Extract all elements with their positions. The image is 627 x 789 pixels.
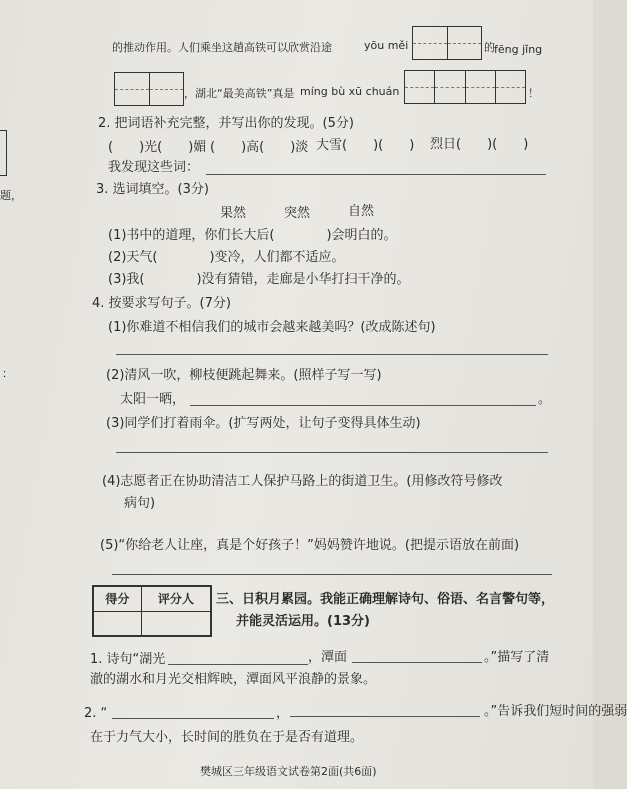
q4-sentence: (3)同学们打着雨伞。(扩写两处，让句子变得具体生动): [106, 416, 421, 431]
passage-text: 的推动作用。人们乘坐这趟高铁可以欣赏沿途: [112, 41, 332, 54]
word-option: 自然: [348, 204, 375, 219]
pinyin-answer-grid[interactable]: [412, 26, 482, 60]
answer-line[interactable]: [116, 354, 548, 355]
passage-text: ！: [528, 87, 539, 100]
left-margin-box: [0, 130, 7, 176]
section-3-title: 三、日积月累园。我能正确理解诗句、俗语、名言警句等，: [216, 592, 555, 607]
q3-item[interactable]: (3)我( )没有猜错，走廊是小华打扫干净的。: [108, 272, 410, 287]
poem-1-text: 澈的湖水和月光交相辉映，潭面风平浪静的景象。: [90, 672, 377, 687]
poem-1-text: 1. 诗句“湖光: [90, 652, 166, 667]
q2-item[interactable]: ( )光( )媚: [108, 140, 207, 155]
poem-2-text: 在于力气大小，长时间的胜负在于是否有道理。: [90, 730, 364, 745]
answer-line[interactable]: [290, 716, 480, 717]
passage-text: 的: [484, 41, 495, 54]
answer-line[interactable]: [168, 664, 308, 665]
poem-2-text: 2. “: [84, 706, 108, 721]
answer-line[interactable]: [206, 174, 546, 175]
passage-text: ，湖北“最美高铁”真是: [184, 87, 295, 100]
pinyin-answer-grid[interactable]: [404, 70, 526, 104]
question-4-title: 4. 按要求写句子。(7分): [92, 296, 231, 311]
question-3-title: 3. 选词填空。(3分): [96, 182, 209, 197]
poem-2-text: 。”告诉我们短时间的强弱: [484, 704, 627, 719]
q4-prompt: 太阳一晒，: [120, 392, 186, 407]
q4-sentence: 病句): [124, 496, 156, 511]
discover-label: 我发现这些词：: [108, 160, 200, 175]
q2-item[interactable]: 大雪( )( ): [316, 138, 415, 153]
word-option: 果然: [220, 206, 247, 221]
q2-item[interactable]: ( )高( )淡: [210, 140, 309, 155]
question-2-title: 2. 把词语补充完整，并写出你的发现。(5分): [98, 116, 354, 131]
score-table: [92, 585, 212, 637]
answer-line[interactable]: [112, 574, 552, 575]
word-option: 突然: [284, 206, 311, 221]
answer-line[interactable]: [116, 452, 548, 453]
page-footer: 樊城区三年级语文试卷第2面(共6面): [200, 765, 377, 778]
q4-sentence: (1)你难道不相信我们的城市会越来越美吗？(改成陈述句): [108, 320, 436, 335]
answer-line[interactable]: [190, 405, 536, 406]
poem-1-text: 。”描写了清: [484, 650, 550, 665]
q4-period: 。: [538, 392, 552, 407]
section-3-title: 并能灵活运用。(13分): [236, 614, 370, 629]
q2-item[interactable]: 烈日( )( ): [430, 137, 529, 152]
pinyin: yōu měi: [364, 39, 409, 52]
score-cell[interactable]: [94, 611, 142, 636]
pinyin: fēng jǐng: [494, 43, 543, 56]
q3-item[interactable]: (1)书中的道理，你们长大后( )会明白的。: [108, 228, 397, 243]
q4-sentence: (2)清风一吹，柳枝便跳起舞来。(照样子写一写): [106, 368, 382, 383]
grader-header: 评分人: [141, 587, 210, 612]
poem-2-text: ，: [276, 706, 290, 721]
q4-sentence: (4)志愿者正在协助清洁工人保护马路上的街道卫生。(用修改符号修改: [102, 474, 503, 489]
left-margin-text: ：: [2, 367, 13, 380]
q3-item[interactable]: (2)天气( )变冷，人们都不适应。: [108, 250, 345, 265]
score-header: 得分: [94, 587, 142, 612]
poem-1-text: ，潭面: [308, 650, 348, 665]
grader-cell[interactable]: [141, 611, 210, 636]
answer-line[interactable]: [112, 718, 274, 719]
answer-line[interactable]: [352, 662, 482, 663]
pinyin-answer-grid[interactable]: [114, 72, 184, 106]
pinyin: míng bù xū chuán: [300, 85, 400, 98]
q4-sentence: (5)“你给老人让座，真是个好孩子！”妈妈赞许地说。(把提示语放在前面): [100, 538, 520, 553]
left-margin-text: 题，: [0, 189, 22, 202]
